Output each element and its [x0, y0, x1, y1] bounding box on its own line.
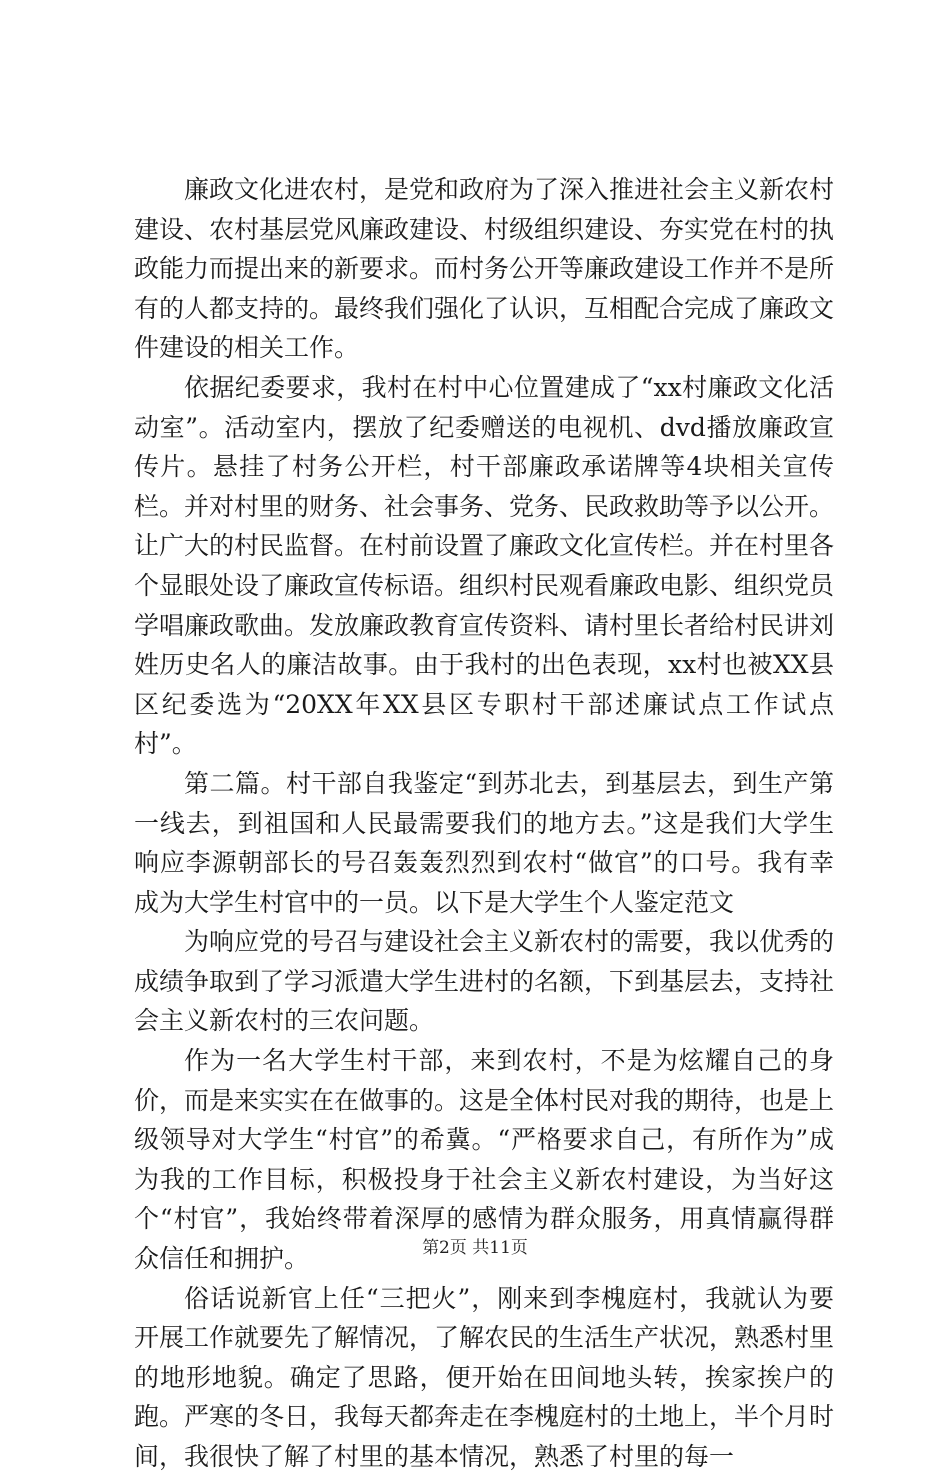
paragraph-3: 第二篇。村干部自我鉴定“到苏北去，到基层去，到生产第一线去，到祖国和人民最需要我们的地方去。”这是我们大学生响应李源朝部长的号召轰轰烈烈到农村“做官”的口号。我有幸成为大学生村官中的一员。以下是大学生个人鉴定范文 [134, 768, 834, 917]
paragraph-2: 依据纪委要求，我村在村中心位置建成了“xx村廉政文化活动室”。活动室内，摆放了纪委赠送的电视机、dvd播放廉政宣传片。悬挂了村务公开栏，村干部廉政承诺牌等4块相关宣传栏。并对村里的财务、社会事务、党务、民政救助等予以公开。让广大的村民监督。在村前设置了廉政文化宣传栏。并在村里各个显眼处设了廉政宣传标语。组织村民观看廉政电影、组织党员学唱廉政歌曲。发放廉政教育宣传资料、请村里长者给村民讲刘姓历史名人的廉洁故事。由于我村的出色表现，xx村也被XX县区纪委选为“20XX年XX县区专职村干部述廉试点工作试点村”。 [134, 372, 835, 759]
paragraph-1: 廉政文化进农村，是党和政府为了深入推进社会主义新农村建设、农村基层党风廉政建设、村级组织建设、夯实党在村的执政能力而提出来的新要求。而村务公开等廉政建设工作并不是所有的人都支持的。最终我们强化了认识，互相配合完成了廉政文件建设的相关工作。 [134, 175, 835, 363]
paragraph-4: 为响应党的号召与建设社会主义新农村的需要，我以优秀的成绩争取到了学习派遣大学生进村的名额，下到基层去，支持社会主义新农村的三农问题。 [134, 927, 835, 1036]
page-number-footer: 第2页 共11页 [422, 1238, 528, 1258]
paragraph-5: 作为一名大学生村干部，来到农村，不是为炫耀自己的身价，而是来实实在在做事的。这是全体村民对我的期待，也是上级领导对大学生“村官”的希冀。“严格要求自己，有所作为”成为我的工作目标，积极投身于社会主义新农村建设，为当好这个“村官”，我始终带着深厚的感情为群众服务，用真情赢得群众信任和拥护。 [134, 1046, 835, 1274]
document-body [134, 170, 834, 1477]
paragraph-6: 俗话说新官上任“三把火”，刚来到李槐庭村，我就认为要开展工作就要先了解情况，了解农民的生活生产状况，熟悉村里的地形地貌。确定了思路，便开始在田间地头转，挨家挨户的跑。严寒的冬日，我每天都奔走在李槐庭村的土地上，半个月时间，我很快了解了村里的基本情况，熟悉了村里的每一 [134, 1283, 835, 1471]
